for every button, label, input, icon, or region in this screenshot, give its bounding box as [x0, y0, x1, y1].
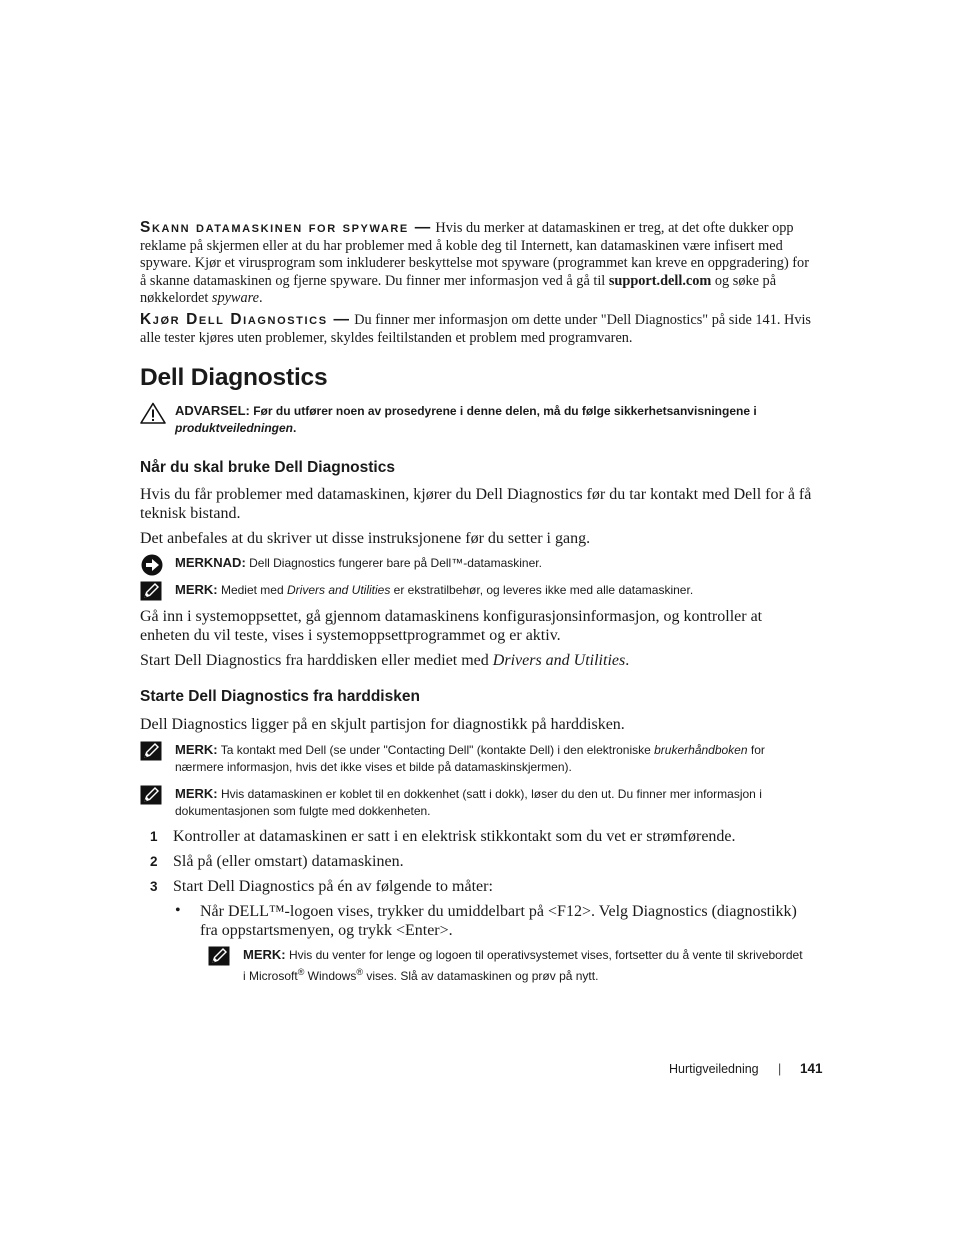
pencil-note-icon	[140, 741, 166, 763]
notice-arrow-icon	[140, 554, 166, 576]
bullet-text: Når DELL™-logoen vises, trykker du umiddelbart på <F12>. Velg Diagnostics (diagnostikk) fra oppstartsmenyen, og trykk <Enter>.	[200, 903, 797, 939]
note-box: MERK: Hvis du venter for lenge og logoen til operativsystemet vises, fortsetter du å vente til skrivebordet i Microsoft® Windows® vises. Slå av datamaskinen og prøv på nytt.	[208, 946, 808, 982]
note-box: MERK: Hvis datamaskinen er koblet til en dokkenhet (satt i dokk), løser du den ut. Du finner mer informasjon i dokumentasjonen som fulgte med dokkenheten.	[140, 785, 815, 821]
paragraph: Gå inn i systemoppsettet, gå gjennom datamaskinens konfigurasjonsinformasjon, og kontroller at enheten du vil teste, vises i systemoppsettprogrammet og er aktiv.	[140, 608, 763, 644]
step-text: Kontroller at datamaskinen er satt i en elektrisk stikkontakt som du vet er strømførende.	[173, 828, 736, 845]
step-text: Slå på (eller omstart) datamaskinen.	[173, 853, 404, 870]
step-number: 3	[150, 879, 158, 894]
paragraph: Dell Diagnostics ligger på en skjult partisjon for diagnostikk på harddisken.	[140, 716, 625, 733]
warning-box: ADVARSEL: Før du utfører noen av prosedyrene i denne delen, må du følge sikkerhetsanvisningene i produktveiledningen.	[140, 402, 815, 442]
note-box: MERK: Ta kontakt med Dell (se under "Contacting Dell" (kontakte Dell) i den elektroniske brukerhåndboken for nærmere informasjon, hvis det ikke vises et bilde på datamaskinskjermen).	[140, 741, 815, 777]
section-heading-when: Når du skal bruke Dell Diagnostics	[140, 459, 395, 476]
step-text: Start Dell Diagnostics på én av følgende to måter:	[173, 878, 493, 895]
run-diagnostics-heading: Kjør Dell Diagnostics —	[140, 311, 351, 328]
step-number: 2	[150, 854, 158, 869]
page-number: 141	[800, 1061, 823, 1076]
footer-separator: |	[778, 1062, 782, 1076]
paragraph: Start Dell Diagnostics fra harddisken eller mediet med Drivers and Utilities.	[140, 652, 630, 669]
warning-triangle-icon	[140, 402, 166, 424]
note-label: MERK:	[175, 786, 218, 801]
warning-label: ADVARSEL:	[175, 403, 250, 418]
section-heading-start: Starte Dell Diagnostics fra harddisken	[140, 688, 420, 705]
pencil-note-icon	[208, 946, 234, 968]
spyware-heading: Skann datamaskinen for spyware —	[140, 219, 432, 236]
spyware-paragraph: Skann datamaskinen for spyware — Hvis du merker at datamaskinen er treg, at det ofte dukker opp reklame på skjermen eller at du har problemer med å koble deg til Internett, kan datamaskinen være infisert med spyware. Kjør et virusprogram som inkluderer beskyttelse mot spyware (programmet kan kreve en oppgradering) for å skanne datamaskinen og fjerne spyware. Du finner mer informasjon ved å gå til support.dell.com og søke på nøkkelordet spyware.	[140, 219, 809, 306]
notice-label: MERKNAD:	[175, 555, 246, 570]
pencil-note-icon	[140, 581, 166, 603]
step-number: 1	[150, 829, 158, 844]
note-label: MERK:	[175, 582, 218, 597]
notice-box: MERKNAD: Dell Diagnostics fungerer bare på Dell™-datamaskiner.	[140, 554, 815, 578]
paragraph: Hvis du får problemer med datamaskinen, kjører du Dell Diagnostics før du tar kontakt med Dell for å få teknisk bistand.	[140, 486, 812, 522]
bullet: •	[175, 902, 181, 919]
paragraph: Det anbefales at du skriver ut disse instruksjonene før du setter i gang.	[140, 530, 591, 547]
footer-section: Hurtigveiledning	[669, 1062, 759, 1076]
run-diagnostics-paragraph: Kjør Dell Diagnostics — Du finner mer informasjon om dette under "Dell Diagnostics" på side 141. Hvis alle tester kjøres uten problemer, skyldes feiltilstanden et problem med programvaren.	[140, 311, 811, 346]
pencil-note-icon	[140, 785, 166, 807]
page-title: Dell Diagnostics	[140, 364, 328, 391]
note-label: MERK:	[243, 947, 286, 962]
note-label: MERK:	[175, 742, 218, 757]
support-link[interactable]: support.dell.com	[608, 272, 712, 289]
note-box: MERK: Mediet med Drivers and Utilities er ekstratilbehør, og leveres ikke med alle datamaskiner.	[140, 581, 815, 605]
